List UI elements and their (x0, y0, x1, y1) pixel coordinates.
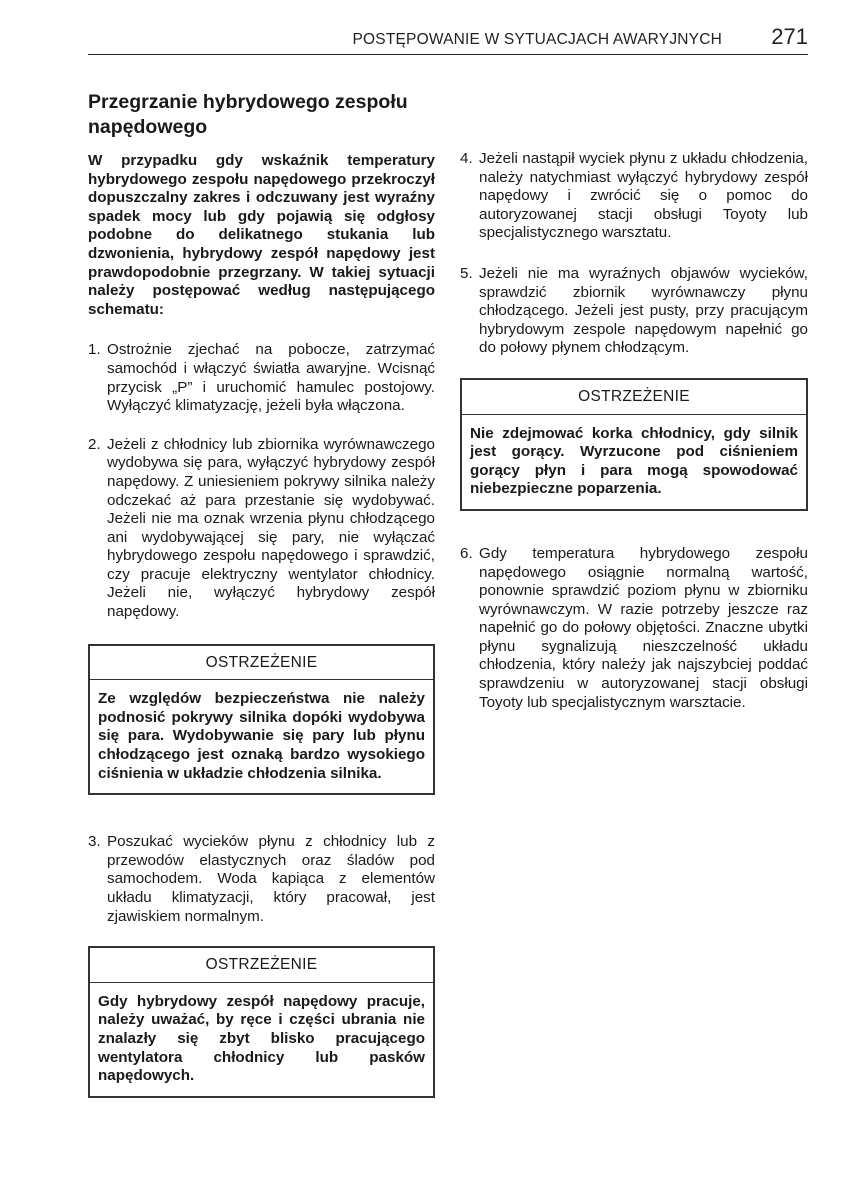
list-item-text: Jeżeli nie ma wyraźnych objawów wycieków, sprawdzić zbiornik wyrównawczy płynu chłodzącego. Jeżeli jest pusty, przy pracującym hybrydowym zespole napędowym napełnić go do połowy płynem chłodzącym. (479, 264, 808, 357)
list-item-number: 6. (460, 544, 473, 562)
warning-box (88, 644, 435, 796)
page-header (88, 24, 808, 55)
warning-text: Gdy hybrydowy zespół napędowy pracuje, należy uważać, by ręce i części ubrania nie znalazły się zbyt blisko pracującego wentylatora chłodnicy lub pasków napędowych. (98, 992, 425, 1085)
list-item (88, 436, 435, 622)
section-title: Przegrzanie hybrydowego zespołu napędowego (88, 91, 408, 138)
list-item (88, 341, 435, 415)
list-item-number: 3. (88, 833, 101, 851)
list-item (460, 545, 808, 712)
warning-text: Nie zdejmować korka chłodnicy, gdy silnik jest gorący. Wyrzucone pod ciśnieniem gorący płyn i para mogą spowodować niebezpieczne poparzenia. (470, 424, 798, 498)
list-item-text: Jeżeli nastąpił wyciek płynu z układu chłodzenia, należy natychmiast wyłączyć hybrydowy zespół napędowy i zwrócić się o pomoc do autoryzowanej stacji obsługi Toyoty lub specjalistycznego warsztatu. (479, 150, 808, 242)
list-item-number: 1. (88, 341, 101, 359)
list-item-number: 4. (460, 150, 473, 167)
list-item (460, 150, 808, 243)
list-item-text: Jeżeli z chłodnicy lub zbiornika wyrównawczego wydobywa się para, wyłączyć hybrydowy zespół napędowy. Z uniesieniem pokrywy silnika należy odczekać aż para przestanie się wydobywać. Jeżeli nie ma oznak wrzenia płynu chłodzącego ani wydobywającej się pary, nie wyłączać hybrydowego zespołu napędowego i sprawdzić, czy pracuje elektryczny wentylator chłodnicy. Jeżeli nie, wyłączyć hybrydowy zespół napędowy. (107, 435, 435, 621)
list-item (88, 833, 435, 926)
left-column (88, 90, 435, 1132)
header-title: POSTĘPOWANIE W SYTUACJACH AWARYJNYCH (352, 31, 722, 48)
warning-text: Ze względów bezpieczeństwa nie należy podnosić pokrywy silnika dopóki wydobywa się para. Wydobywanie się pary lub płynu chłodzącego jest oznaką bardzo wysokiego ciśnienia w układzie chłodzenia silnika. (98, 690, 425, 782)
list-item-text: Poszukać wycieków płynu z chłodnicy lub z przewodów elastycznych oraz śladów pod samochodem. Woda kapiąca z elementów układu klimatyzacji, który pracował, jest zjawiskiem normalnym. (107, 833, 435, 925)
warning-title: OSTRZEŻENIE (90, 646, 433, 681)
list-item-text: Ostrożnie zjechać na pobocze, zatrzymać samochód i włączyć światła awaryjne. Wcisnąć przycisk „P” i uruchomić hamulec postojowy. Wyłączyć klimatyzację, jeżeli była włączona. (107, 341, 435, 415)
list-item-text: Gdy temperatura hybrydowego zespołu napędowego osiągnie normalną wartość, ponownie sprawdzić poziom płynu w zbiorniku wyrównawczym. W razie potrzeby jeszcze raz napełnić go do połowy objętości. Znaczne ubytki płynu sygnalizują nieszczelność układu chłodzenia, który należy jak najszybciej poddać sprawdzeniu w autoryzowanej stacji obsługi Toyoty lub specjalistycznym warsztacie. (479, 544, 808, 711)
page-number: 271 (771, 24, 808, 49)
warning-title: OSTRZEŻENIE (462, 380, 806, 415)
warning-title: OSTRZEŻENIE (90, 948, 433, 983)
list-item (460, 265, 808, 358)
section-intro: W przypadku gdy wskaźnik temperatury hybrydowego zespołu napędowego przekroczył dopuszczalny zakres i odczuwany jest wyraźny spadek mocy lub gdy pojawią się odgłosy podobne do delikatnego stukania lub dzwonienia, hybrydowy zespół napędowy jest prawdopodobnie przegrzany. W takiej sytuacji należy postępować według następującego schematu: (88, 152, 435, 318)
list-item-number: 5. (460, 264, 473, 282)
warning-box (460, 378, 808, 511)
list-item-number: 2. (88, 435, 101, 453)
right-column (460, 150, 808, 732)
warning-box (88, 946, 435, 1098)
